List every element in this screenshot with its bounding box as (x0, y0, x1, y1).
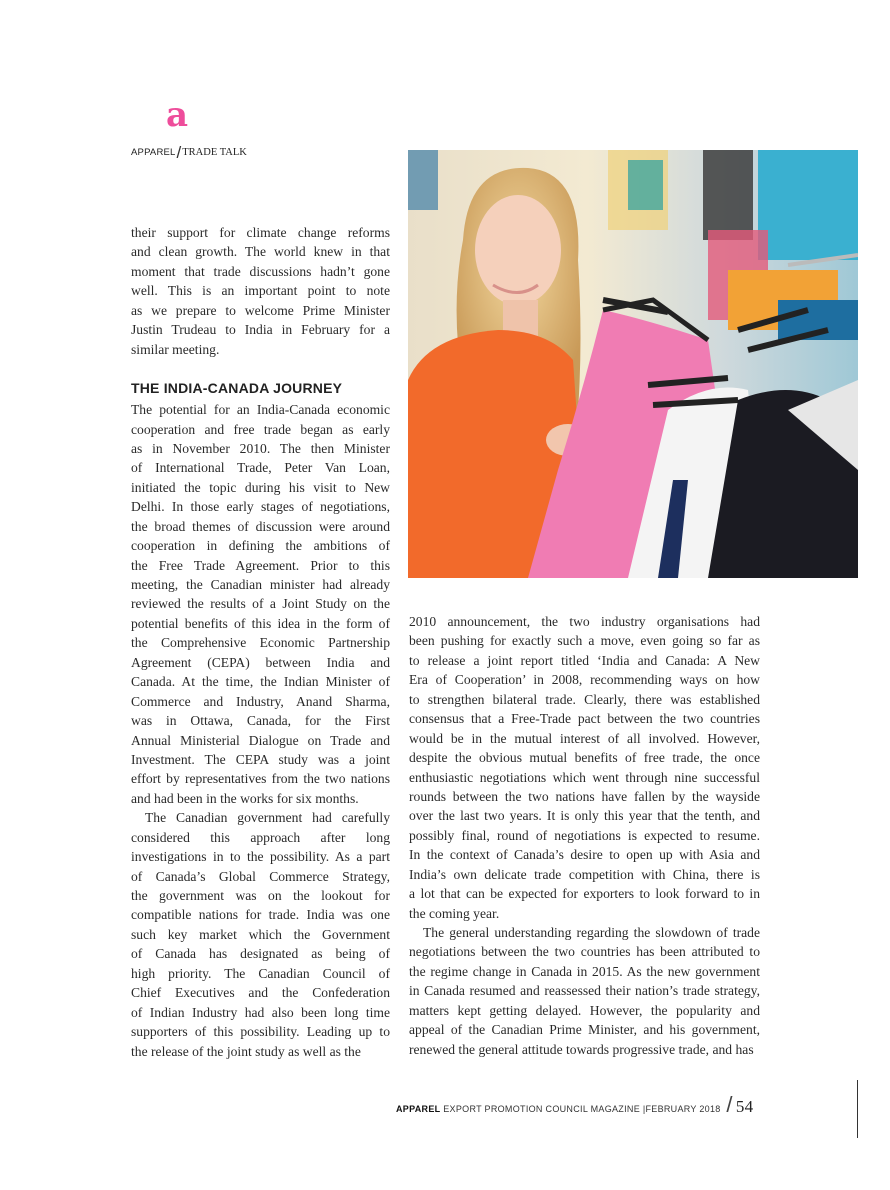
text-line: such key market which the Government (131, 926, 390, 942)
text-line: a lot that can be expected for exporters to look forward to in (409, 886, 760, 902)
text-line: cooperation in defining the ambitions of (131, 538, 390, 554)
page-edge-divider (857, 1080, 858, 1138)
footer-brand: APPAREL (396, 1104, 441, 1114)
page-number: 54 (735, 1097, 754, 1116)
text-line: potential benefits of this idea in the form of (131, 615, 390, 631)
text-line: enthusiastic negotiations which went through nine successful (409, 769, 760, 785)
text-line: and clean growth. The world knew in that (131, 244, 390, 260)
right-column (409, 612, 760, 1059)
text-line: India’s own delicate trade competition with China, there is (409, 866, 760, 882)
woman-shopping-photo (408, 150, 858, 578)
left-column (131, 223, 390, 1061)
text-line: negotiations between the two countries has been attributed to (409, 944, 760, 960)
apparel-logo: a (166, 95, 189, 135)
text-line: Commerce and Industry, Anand Sharma, (131, 693, 390, 709)
text-line: was in Ottawa, Canada, for the First (131, 713, 390, 729)
page-footer (396, 1092, 753, 1118)
text-line: the regime change in Canada in 2015. As the new government (409, 963, 760, 979)
text-line: meeting, the Canadian minister had already (131, 577, 390, 592)
text-line: of International Trade, Peter Van Loan, (131, 460, 390, 476)
text-line: Canada. At the time, the Indian Minister of (131, 674, 390, 690)
text-line: Chief Executives and the Confederation (131, 985, 390, 1001)
text-line: the coming year. (409, 905, 500, 921)
footer-slash: / (726, 1092, 733, 1117)
text-line: the release of the joint study as well as the (131, 1043, 361, 1059)
section-heading: THE INDIA-CANADA JOURNEY (131, 380, 343, 397)
text-line: investigations in to the possibility. As a part (131, 849, 390, 865)
text-line: possibly final, round of negotiations is expected to resume. (409, 827, 760, 843)
text-line: the Free Trade Agreement. Prior to this (131, 557, 390, 573)
text-line: over the last two years. It is only this year that the tenth, and (409, 808, 760, 824)
paragraph (409, 923, 760, 1059)
section-name: TRADE TALK (182, 147, 247, 158)
text-line: Investment. The CEPA study was a joint (131, 751, 390, 767)
text-line: of Indian Industry had also been long time (131, 1004, 390, 1020)
text-line: been pushing for exactly such a move, even going so far as (409, 633, 760, 649)
text-line: moment that trade discussions hadn’t gone (131, 263, 390, 279)
text-line: Era of Cooperation’ in 2008, recommending ways on how (409, 672, 760, 688)
text-line: to strengthen bilateral trade. Clearly, there was established (409, 691, 760, 707)
paragraph (131, 400, 390, 808)
text-line: well. This is an important point to note (131, 283, 390, 299)
text-line: as we prepare to welcome Prime Minister (131, 302, 390, 318)
text-line: The Canadian government had carefully (145, 810, 390, 826)
text-line: similar meeting. (131, 341, 220, 357)
text-line: the Comprehensive Economic Partnership (131, 635, 390, 651)
text-line: Delhi. In those early stages of negotiations, (131, 499, 390, 515)
text-line: the broad themes of discussion were around (131, 518, 390, 534)
text-line: Agreement (CEPA) between India and (131, 654, 390, 670)
text-line: of Canada has designated as being of (131, 946, 390, 962)
text-line: matters kept getting delayed. However, the popularity and (409, 1002, 760, 1018)
text-line: The potential for an India-Canada economic (131, 402, 390, 418)
text-line: cooperation and free trade began as early (131, 421, 390, 437)
text-line: would be in the mutual interest of all involved. However, (409, 730, 760, 746)
text-line: The general understanding regarding the slowdown of trade (423, 925, 760, 940)
text-line: high priority. The Canadian Council of (131, 965, 390, 981)
section-slash: / (176, 143, 182, 162)
text-line: as in November 2010. The then Minister (131, 440, 390, 456)
text-line: compatible nations for trade. India was one (131, 907, 390, 923)
footer-publication: EXPORT PROMOTION COUNCIL MAGAZINE (443, 1104, 641, 1114)
section-label (131, 140, 247, 160)
text-line: 2010 announcement, the two industry organisations had (409, 614, 760, 629)
text-line: Annual Ministerial Dialogue on Trade and (131, 732, 390, 748)
text-line: In the context of Canada’s desire to open up with Asia and (409, 847, 760, 863)
text-line: rounds between the two nations have fallen by the wayside (409, 788, 760, 804)
text-line: in Canada resumed and reassessed their nation’s trade strategy, (409, 983, 760, 999)
text-line: considered this approach after long (131, 829, 390, 845)
text-line: of Canada’s Global Commerce Strategy, (131, 868, 390, 884)
text-line: and had been in the works for six months. (131, 790, 359, 806)
text-line: Justin Trudeau to India in February for a (131, 322, 390, 338)
text-line: despite the obvious mutual benefits of free trade, the once (409, 750, 760, 766)
text-line: their support for climate change reforms (131, 225, 390, 240)
text-line: effort by representatives from the two nations (131, 771, 390, 787)
paragraph (131, 808, 390, 1061)
text-line: reviewed the results of a Joint Study on the (131, 596, 390, 612)
intro-paragraph (131, 223, 390, 359)
text-line: supporters of this possibility. Leading up to (131, 1024, 390, 1040)
text-line: the government was on the lookout for (131, 888, 390, 903)
text-line: to release a joint report titled ‘India and Canada: A New (409, 652, 760, 668)
text-line: appeal of the Canadian Prime Minister, and his government, (409, 1022, 760, 1038)
text-line: renewed the general attitude towards progressive trade, and has (409, 1041, 754, 1057)
text-line: initiated the topic during his visit to New (131, 479, 390, 495)
paragraph (409, 612, 760, 923)
footer-issue: FEBRUARY 2018 (645, 1104, 721, 1114)
section-brand: APPAREL (131, 147, 176, 158)
text-line: consensus that a Free-Trade pact between the two countries (409, 711, 760, 727)
footer-separator: | (642, 1104, 646, 1114)
